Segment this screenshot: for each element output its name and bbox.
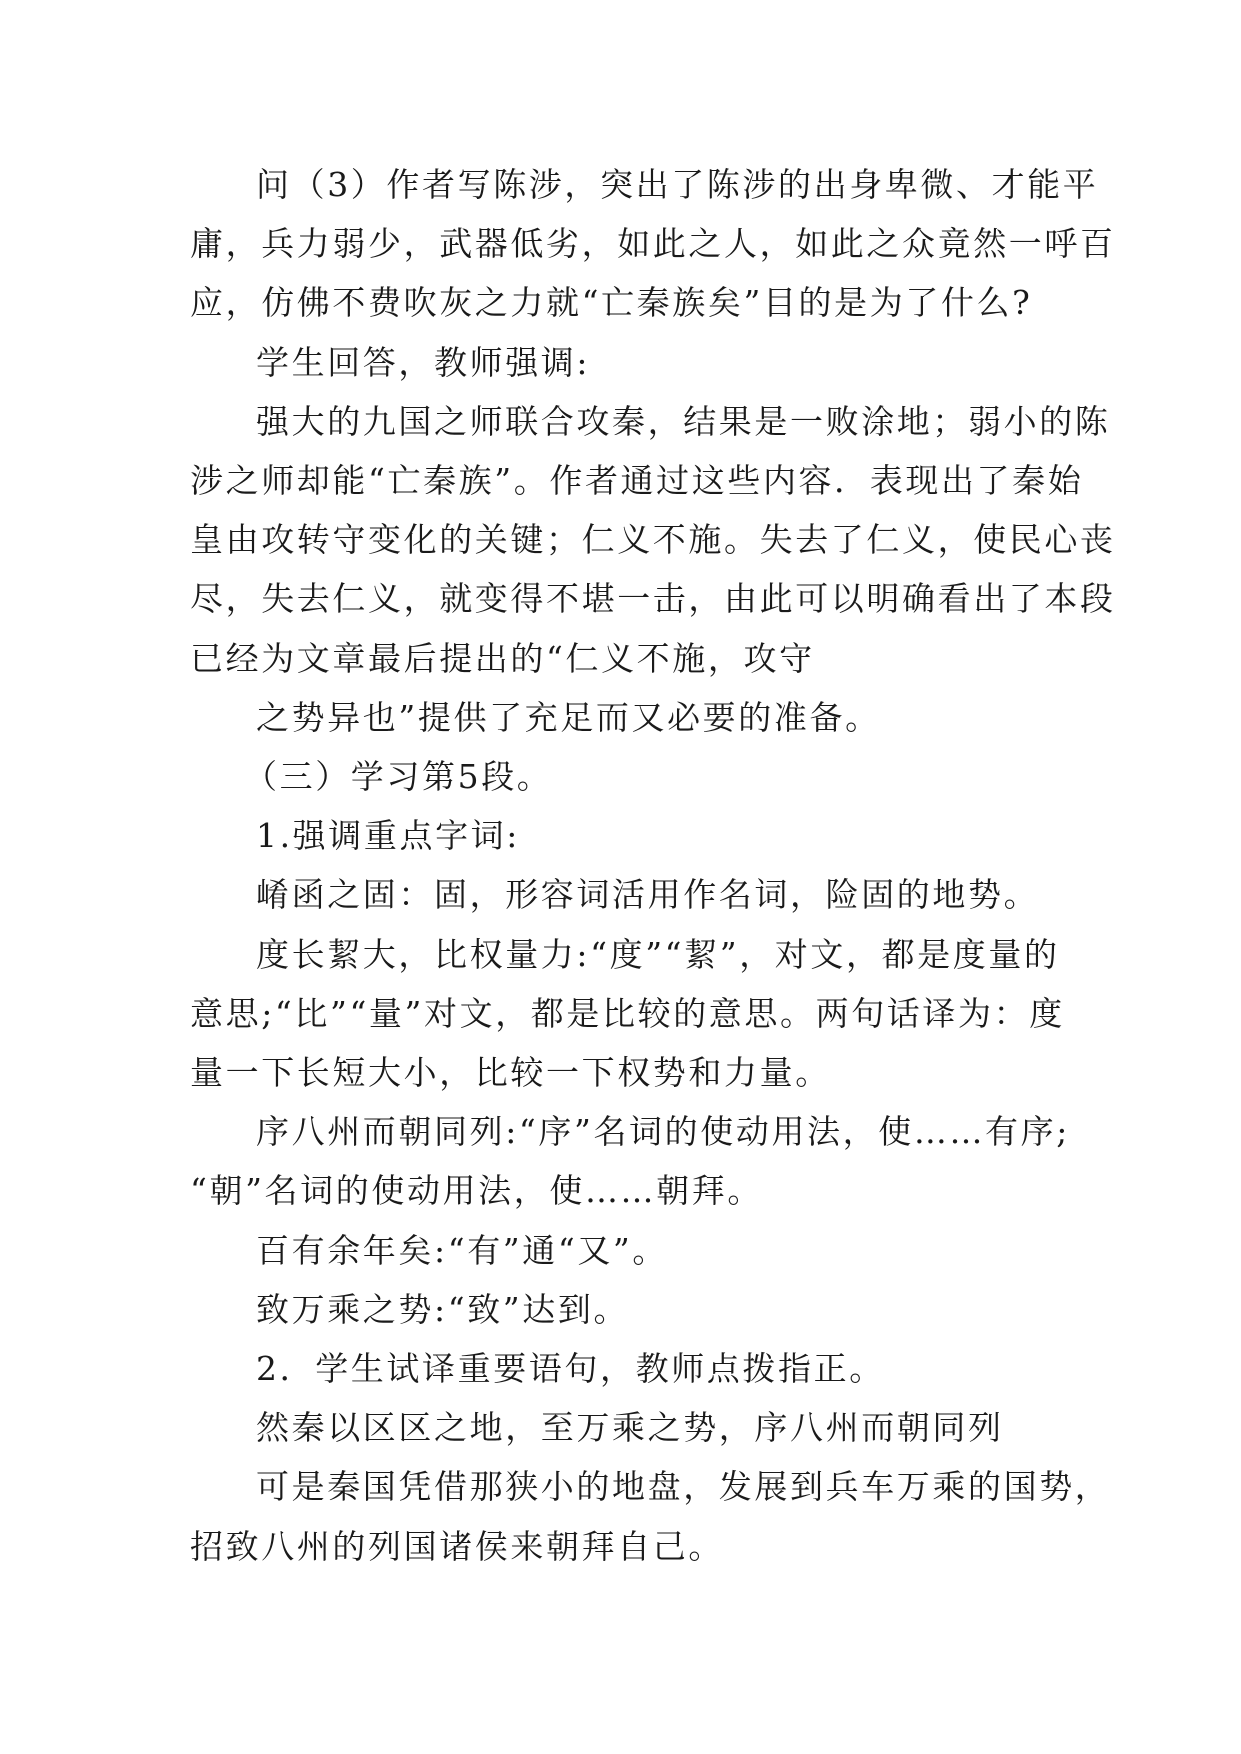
text-line: 之势异也”提供了充足而又必要的准备。 (256, 697, 881, 737)
text-line: 1.强调重点字词: (256, 816, 521, 856)
text-line: “朝”名词的使动用法，使……朝拜。 (190, 1171, 763, 1211)
text-line: 量一下长短大小，比较一下权势和力量。 (190, 1053, 831, 1093)
text-line: 问（3）作者写陈涉，突出了陈涉的出身卑微、才能平 (256, 165, 1099, 204)
text-line: 可是秦国凭借那狭小的地盘，发展到兵车万乘的国势， (256, 1467, 1111, 1507)
text-line: 度长絜大，比权量力:“度”“絜”，对文，都是度量的 (256, 934, 1060, 974)
text-line: 强大的九国之师联合攻秦，结果是一败涂地；弱小的陈 (256, 401, 1111, 441)
document-body (190, 155, 1116, 1576)
text-line: 已经为文章最后提出的“仁义不施，攻守 (190, 638, 815, 678)
text-line: 庸，兵力弱少，武器低劣，如此之人，如此之众竟然一呼百 (190, 224, 1116, 264)
text-line: 皇由攻转守变化的关键；仁义不施。失去了仁义，使民心丧 (190, 520, 1116, 560)
text-line: 序八州而朝同列:“序”名词的使动用法，使……有序; (256, 1112, 1070, 1152)
section-heading: （三）学习第5段。 (244, 757, 553, 797)
text-line: 2．学生试译重要语句，教师点拨指正。 (256, 1349, 885, 1389)
text-line: 学生回答，教师强调: (256, 342, 591, 382)
text-line: 涉之师却能“亡秦族”。作者通过这些内容．表现出了秦始 (190, 461, 1084, 501)
text-line: 招致八州的列国诸侯来朝拜自己。 (190, 1526, 724, 1566)
text-line: 应，仿佛不费吹灰之力就“亡秦族矣”目的是为了什么? (190, 283, 1033, 323)
text-line: 意思;“比”“量”对文，都是比较的意思。两句话译为：度 (190, 993, 1065, 1033)
text-line: 崤函之固：固，形容词活用作名词，险固的地势。 (256, 875, 1040, 915)
text-line: 尽，失去仁义，就变得不堪一击，由此可以明确看出了本段 (190, 579, 1116, 619)
text-line: 然秦以区区之地，至万乘之势，序八州而朝同列 (256, 1408, 1004, 1448)
text-line: 百有余年矣:“有”通“又”。 (256, 1230, 669, 1270)
text-line: 致万乘之势:“致”达到。 (256, 1289, 630, 1329)
